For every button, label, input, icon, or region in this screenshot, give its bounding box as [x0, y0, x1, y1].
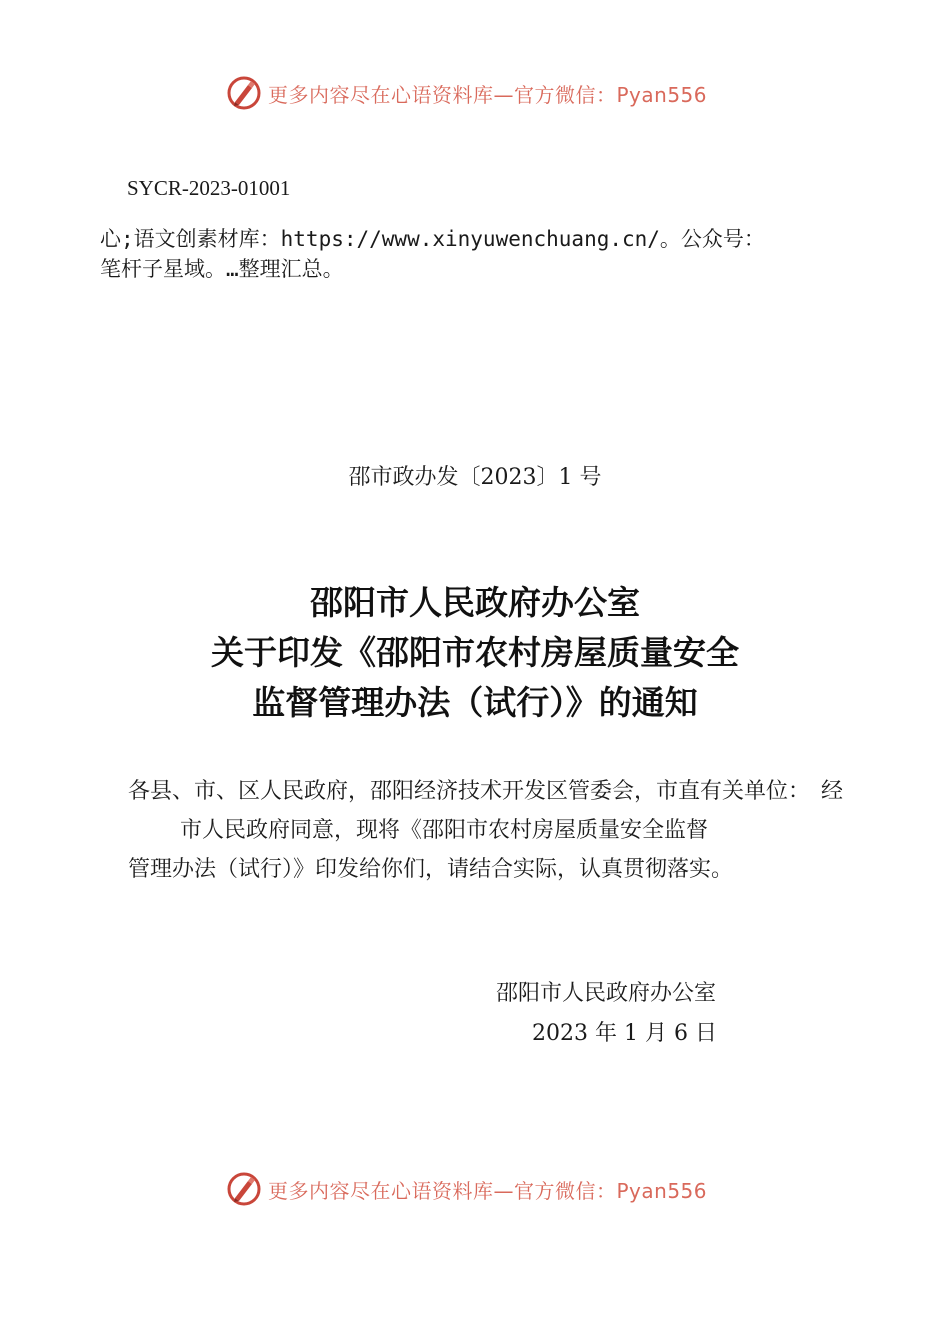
note-line: 心;语文创素材库：https://www.xinyuwenchuang.cn/。公众号： — [100, 227, 765, 251]
pen-logo-icon — [226, 75, 262, 111]
signature-block — [496, 974, 776, 1054]
signature-org: 邵阳市人民政府办公室 — [496, 981, 717, 1006]
document-body — [128, 772, 848, 889]
document-id: SYCR-2023-01001 — [127, 176, 291, 200]
title-line: 监督管理办法（试行）》的通知 — [252, 683, 698, 722]
body-line: 各县、市、区人民政府，邵阳经济技术开发区管委会，市直有关单位： 经 — [128, 779, 844, 804]
banner-text: 更多内容尽在心语资料库—官方微信：Pyan556 — [268, 1178, 708, 1203]
source-note — [100, 224, 860, 284]
document-title — [0, 578, 950, 728]
body-line: 管理办法（试行）》印发给你们，请结合实际，认真贯彻落实。 — [128, 857, 734, 882]
signature-date: 2023 年 1 月 6 日 — [532, 1021, 717, 1046]
document-number: 邵市政办发〔2023〕1 号 — [348, 465, 602, 490]
footer-banner — [226, 1169, 707, 1209]
header-banner — [226, 73, 707, 113]
title-line: 邵阳市人民政府办公室 — [310, 583, 640, 622]
note-line: 笔杆子星域。…整理汇总。 — [100, 257, 344, 281]
title-line: 关于印发《邵阳市农村房屋质量安全 — [211, 633, 739, 672]
pen-logo-icon — [226, 1171, 262, 1207]
body-line: 市人民政府同意，现将《邵阳市农村房屋质量安全监督 — [180, 818, 709, 843]
banner-text: 更多内容尽在心语资料库—官方微信：Pyan556 — [268, 82, 708, 107]
